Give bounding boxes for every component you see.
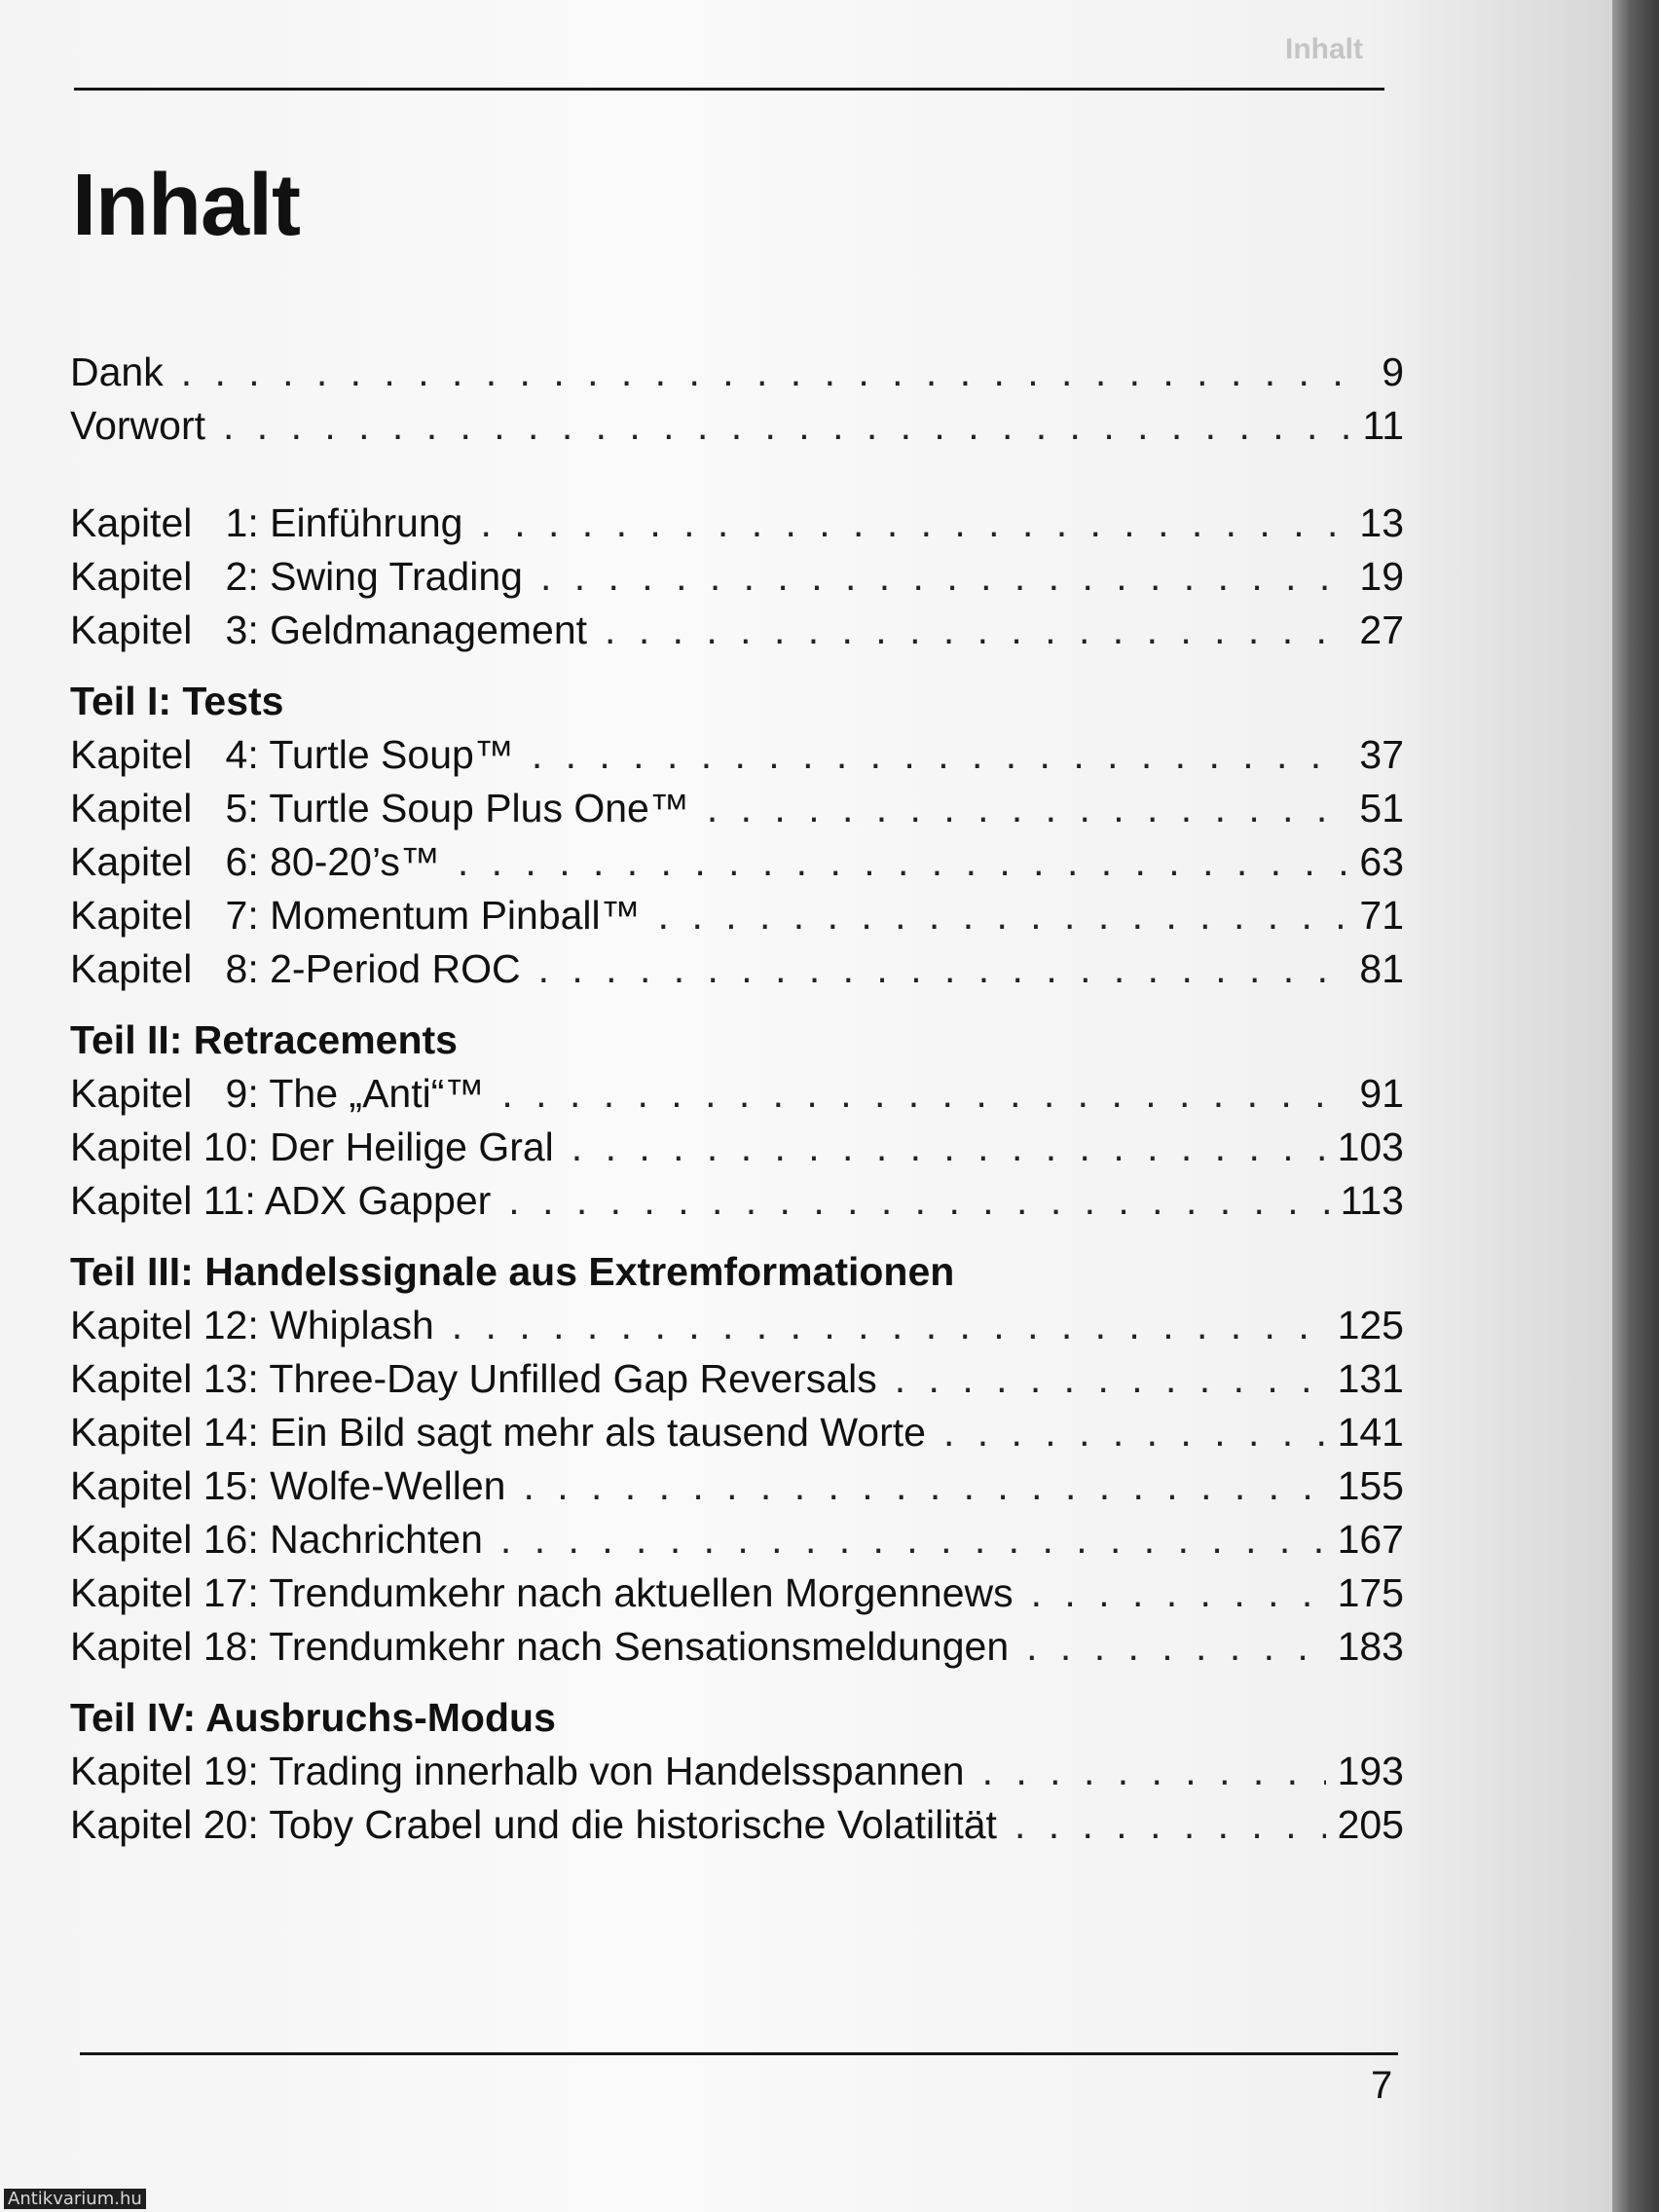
toc-entry-label: Kapitel 12: Whiplash [70,1303,434,1347]
toc-entry-label: Kapitel 9: The „Anti“™ [70,1071,485,1116]
toc-entry [70,497,1404,550]
toc-entry-page: 167 [1337,1517,1404,1562]
toc-entry-page: 131 [1337,1356,1404,1401]
dot-leader [458,835,1348,889]
running-head: Inhalt [1285,33,1363,65]
toc-entry-label: Kapitel 14: Ein Bild sagt mehr als tausend Worte [70,1410,926,1455]
toc-entry-page: 193 [1337,1749,1404,1793]
dot-leader [982,1745,1326,1798]
dot-leader [571,1121,1326,1174]
toc-entry [70,399,1404,453]
toc-entry-label: Kapitel 13: Three-Day Unfilled Gap Reversals [70,1356,877,1401]
top-rule [74,88,1384,91]
toc-entry-label: Kapitel 1: Einführung [70,500,463,545]
toc-entry-page: 205 [1337,1802,1404,1847]
page-title: Inhalt [72,157,300,254]
toc-entry-page: 81 [1359,946,1404,991]
toc-entry-label: Kapitel 18: Trendumkehr nach Sensationsmeldungen [70,1624,1010,1669]
dot-leader [508,1174,1328,1228]
toc-entry-page: 37 [1359,732,1404,777]
toc-entry-label: Kapitel 16: Nachrichten [70,1517,483,1562]
dot-leader [523,1459,1325,1513]
toc-entry-page: 113 [1340,1178,1404,1223]
dot-leader [532,728,1348,782]
part-heading: Teil I: Tests [70,679,284,723]
toc-entry-label: Kapitel 17: Trendumkehr nach aktuellen Morgennews [70,1570,1014,1615]
toc-entry-label: Kapitel 3: Geldmanagement [70,608,588,652]
toc-entry [70,728,1404,782]
toc-entry-label: Kapitel 4: Turtle Soup™ [70,732,514,777]
toc-entry-label: Dank [70,350,164,394]
dot-leader [1031,1567,1326,1620]
toc-entry-label: Kapitel 5: Turtle Soup Plus One™ [70,786,689,830]
toc-entry-page: 63 [1359,839,1404,884]
toc-entry-label: Kapitel 11: ADX Gapper [70,1178,492,1223]
dot-leader [895,1352,1326,1406]
toc-entry-page: 175 [1337,1570,1404,1615]
toc-entry [70,942,1404,996]
toc-entry [70,1067,1404,1121]
toc-entry [70,1567,1404,1620]
dot-leader [943,1406,1326,1459]
toc-entry-label: Vorwort [70,403,205,448]
toc-entry-label: Kapitel 15: Wolfe-Wellen [70,1463,506,1508]
dot-leader [501,1067,1347,1121]
toc-entry-label: Kapitel 19: Trading innerhalb von Handelsspannen [70,1749,965,1793]
bottom-rule [80,2052,1398,2055]
dot-leader [181,346,1353,399]
dot-leader [605,604,1347,657]
toc-entry-page: 19 [1359,554,1404,599]
toc-entry [70,1174,1404,1228]
toc-entry-page: 9 [1382,350,1404,394]
toc-entry-label: Kapitel 8: 2-Period ROC [70,946,521,991]
toc-entry-page: 27 [1359,608,1404,652]
toc-entry-label: Kapitel 20: Toby Crabel und die historische Volatilität [70,1802,997,1847]
toc-entry [70,1352,1404,1406]
page-number: 7 [1371,2064,1393,2107]
toc-entry-page: 183 [1337,1624,1404,1669]
toc-entry-label: Kapitel 10: Der Heilige Gral [70,1124,554,1169]
toc-entry-page: 141 [1337,1410,1404,1455]
toc-entry [70,1299,1404,1352]
toc-entry-label: Kapitel 7: Momentum Pinball™ [70,893,641,938]
toc-entry [70,1620,1404,1674]
toc-entry [70,1406,1404,1459]
part-heading: Teil III: Handelssignale aus Extremformationen [70,1249,955,1294]
dot-leader [223,399,1350,453]
toc-entry [70,1459,1404,1513]
toc-entry [70,782,1404,835]
dot-leader [538,942,1348,996]
toc-entry-label: Kapitel 6: 80-20’s™ [70,839,440,884]
dot-leader [1026,1620,1325,1674]
toc-entry-label: Kapitel 2: Swing Trading [70,554,523,599]
spacer [70,453,1404,497]
dot-leader [500,1513,1326,1567]
part-heading: Teil II: Retracements [70,1017,458,1062]
dot-leader [480,497,1347,550]
toc-entry [70,889,1404,942]
toc-entry-page: 125 [1337,1303,1404,1347]
toc-entry-page: 71 [1359,893,1404,938]
toc-entry-page: 155 [1337,1463,1404,1508]
toc-entry [70,1121,1404,1174]
page-edge-shadow [1612,0,1659,2212]
dot-leader [658,889,1348,942]
toc-entry [70,1745,1404,1798]
watermark: Antikvarium.hu [4,2189,146,2209]
toc-entry-page: 11 [1362,403,1404,448]
part-heading: Teil IV: Ausbruchs-Modus [70,1695,556,1740]
toc-entry [70,346,1404,399]
table-of-contents [70,346,1404,1852]
dot-leader [1014,1798,1326,1852]
toc-entry [70,550,1404,604]
toc-entry [70,1513,1404,1567]
toc-entry [70,835,1404,889]
dot-leader [707,782,1348,835]
dot-leader [452,1299,1326,1352]
dot-leader [540,550,1347,604]
toc-entry-page: 103 [1337,1124,1404,1169]
toc-entry-page: 91 [1359,1071,1404,1116]
toc-entry [70,1798,1404,1852]
toc-entry [70,604,1404,657]
toc-entry-page: 13 [1359,500,1404,545]
toc-entry-page: 51 [1359,786,1404,830]
